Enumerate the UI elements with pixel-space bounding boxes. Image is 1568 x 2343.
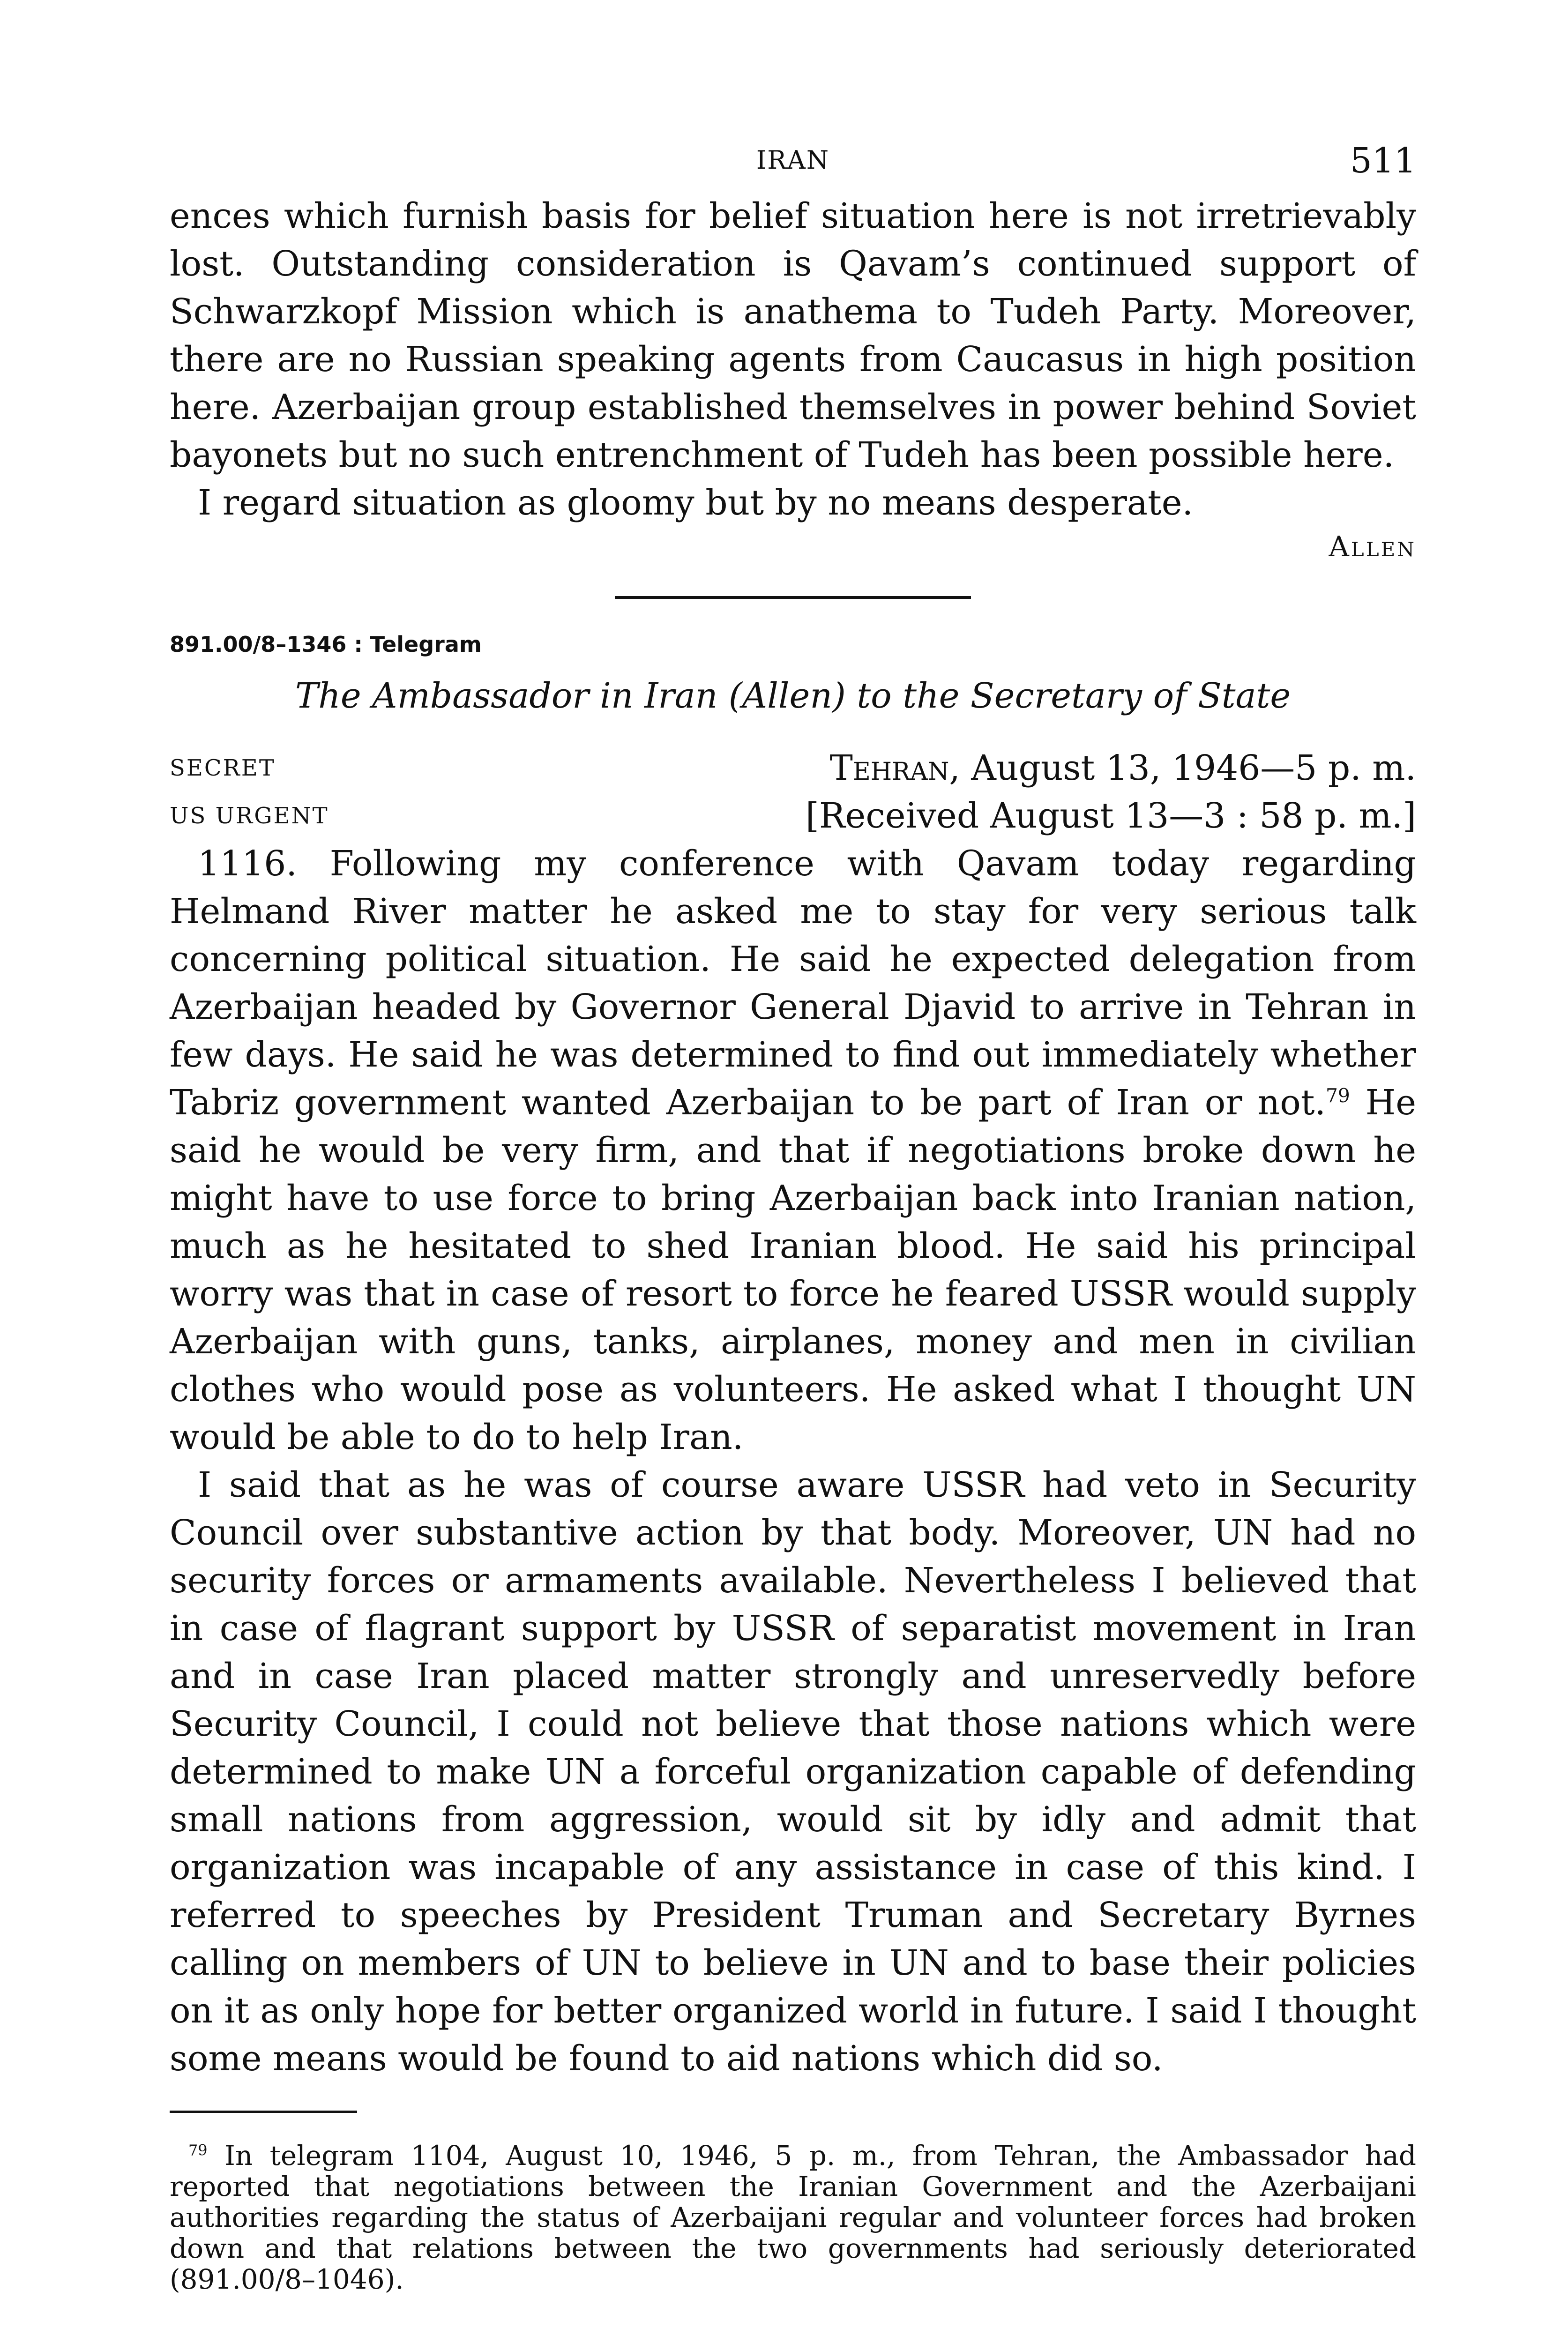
continuation-closing-paragraph: I regard situation as gloomy but by no means desperate.: [198, 483, 1194, 523]
signature: Allen: [1329, 530, 1416, 563]
telegram-paragraph-1-continued: He said he would be very firm, and that if negotiations broke down he might have to use force to bring Azerbaijan back into Iranian nation, much as he hesitated to shed Iranian blood. He said his principal worry was that in case of resort to force he feared USSR would supply Azerbaijan with guns, tanks, airplanes, money and men in civilian clothes who would pose as volunteers. He asked what I thought UN would be able to do to help Iran.: [170, 1082, 1416, 1457]
header-row-sent: [170, 744, 1416, 792]
footnote-reference[interactable]: 79: [1326, 1084, 1350, 1107]
precedence-label: US URGENT: [170, 803, 329, 829]
footnote-marker: 79: [188, 2141, 208, 2159]
running-head-title: IRAN: [756, 145, 830, 175]
footnote: [170, 2140, 1416, 2295]
received-line: [Received August 13—3 : 58 p. m.]: [805, 796, 1416, 836]
document-title: The Ambassador in Iran (Allen) to the Secretary of State: [295, 676, 1291, 716]
dateline: [829, 744, 1416, 792]
document-file-id: 891.00/8–1346 : Telegram: [170, 632, 482, 657]
telegram-paragraph-2: I said that as he was of course aware USSR had veto in Security Council over substantive action by that body. Moreover, UN had no security forces or armaments available. Nevertheless I believed that in case of flagrant support by USSR of separatist movement in Iran and in case Iran placed matter strongly and unreservedly before Security Council, I could not believe that those nations which were determined to make UN a forceful organization capable of defending small nations from aggression, would sit by idly and admit that organization was incapable of any assistance in case of this kind. I referred to speeches by President Truman and Secretary Byrnes calling on members of UN to believe in UN and to base their policies on it as only hope for better organized world in future. I said I thought some means would be found to aid nations which did so.: [170, 1465, 1416, 2079]
header-row-received: [170, 792, 1416, 840]
section-divider: [615, 596, 971, 599]
footnote-text: In telegram 1104, August 10, 1946, 5 p. m., from Tehran, the Ambassador had reported that negotiations between the Iranian Government and the Azerbaijani authorities regarding the status of Azerbaijani regular and volunteer forces had broken down and that relations between the two governments had seriously deteriorated (891.00/8–1046).: [170, 2140, 1416, 2295]
telegram-paragraph-1-text: 1116. Following my conference with Qavam today regarding Helmand River matter he asked me to stay for very serious talk concerning political situation. He said he expected delegation from Azerbaijan headed by Governor General Djavid to arrive in Tehran in few days. He said he was determined to find out immediately whether Tabriz government wanted Azerbaijan to be part of Iran or not.: [170, 843, 1416, 1123]
classification-label: SECRET: [170, 755, 276, 781]
telegram-paragraph-1: [170, 840, 1416, 1461]
document-page: [170, 141, 1416, 2322]
continuation-paragraph: ences which furnish basis for belief situation here is not irretrievably lost. Outstanding consideration is Qavam’s continued support of Schwarzkopf Mission which is anathema to Tudeh Party. Moreover, there are no Russian speaking agents from Caucasus in high position here. Azerbaijan group established themselves in power behind Soviet bayonets but no such entrenchment of Tudeh has been possible here.: [170, 196, 1416, 475]
footnote-divider: [170, 2111, 357, 2113]
dateline-date: , August 13, 1946—5 p. m.: [949, 748, 1416, 788]
running-head: [170, 141, 1416, 192]
dateline-place: Tehran: [829, 748, 949, 788]
page-number: 511: [1350, 141, 1416, 181]
